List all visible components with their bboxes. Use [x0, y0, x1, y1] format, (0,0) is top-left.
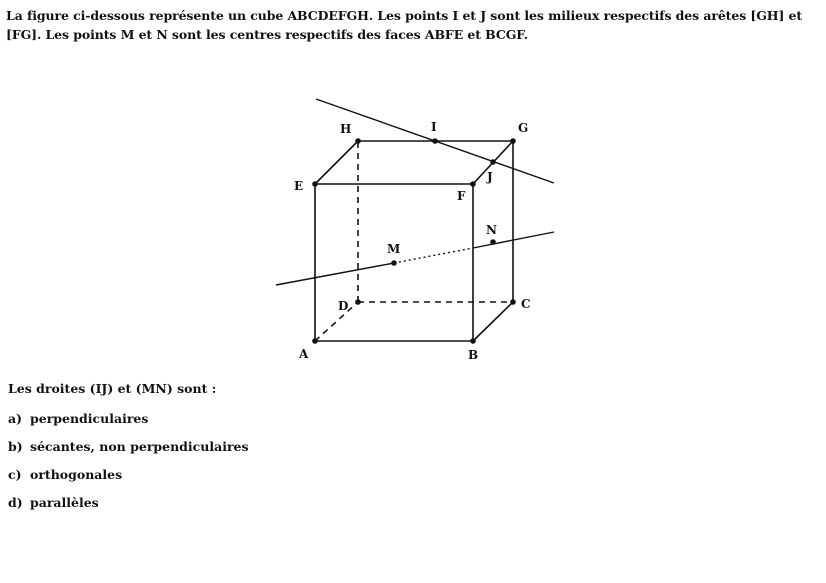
label-e: E — [294, 179, 304, 193]
label-d: D — [338, 299, 349, 313]
choice-a[interactable] — [8, 410, 249, 438]
label-g: G — [518, 121, 529, 135]
line-mn-hidden — [394, 248, 473, 263]
point-j — [490, 159, 496, 165]
point-h — [355, 138, 361, 144]
label-i: I — [431, 120, 437, 134]
answer-choices — [8, 410, 249, 522]
point-b — [470, 338, 476, 344]
choice-d[interactable] — [8, 494, 249, 522]
question-text: Les droites (IJ) et (MN) sont : — [8, 381, 217, 396]
point-g — [510, 138, 516, 144]
label-m: M — [387, 242, 401, 256]
point-c — [510, 299, 516, 305]
label-a: A — [299, 347, 309, 361]
point-a — [312, 338, 318, 344]
choice-text: sécantes, non perpendiculaires — [30, 439, 249, 454]
edge-ad-hidden — [315, 302, 358, 341]
point-f — [470, 181, 476, 187]
point-i — [432, 138, 438, 144]
problem-statement: La figure ci-dessous représente un cube ABCDEFGH. Les points I et J sont les milieux respectifs des arêtes [GH] et [FG]. Les points M et N sont les centres respectifs des faces ABFE et BCGF. — [6, 8, 803, 42]
label-j: J — [487, 170, 493, 184]
point-n — [490, 239, 496, 245]
label-n: N — [486, 223, 497, 237]
choice-letter: d) — [8, 495, 23, 510]
choice-b[interactable] — [8, 438, 249, 466]
point-e — [312, 181, 318, 187]
point-m — [391, 260, 397, 266]
choice-text: perpendiculaires — [30, 411, 149, 426]
label-c: C — [521, 297, 531, 311]
choice-letter: a) — [8, 411, 23, 426]
label-f: F — [457, 189, 466, 203]
edge-eh — [315, 141, 358, 184]
choice-letter: c) — [8, 467, 22, 482]
label-h: H — [340, 122, 352, 136]
choice-text: orthogonales — [30, 467, 123, 482]
choice-letter: b) — [8, 439, 23, 454]
line-mn-left — [276, 263, 394, 285]
label-b: B — [468, 348, 479, 362]
edge-bc — [473, 302, 513, 341]
choice-c[interactable] — [8, 466, 249, 494]
point-d — [355, 299, 361, 305]
choice-text: parallèles — [30, 495, 99, 510]
